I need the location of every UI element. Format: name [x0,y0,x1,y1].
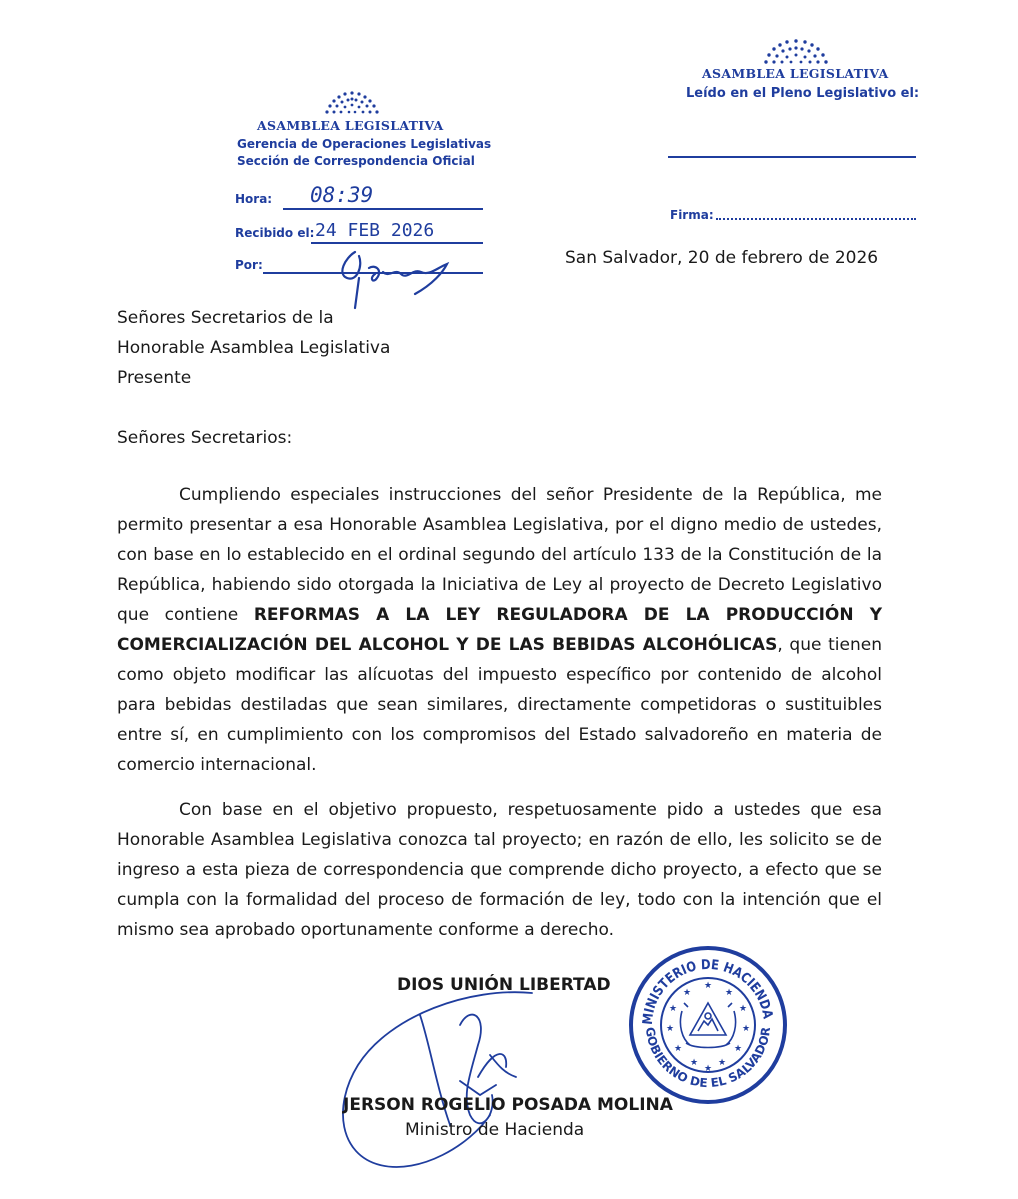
hora-label: Hora: [235,192,273,206]
p1-bill-title: REFORMAS A LA LEY REGULADORA DE LA PRODUCCIÓN Y COMERCIALIZACIÓN DEL ALCOHOL Y DE LAS BEBIDAS ALCOHÓLICAS [117,605,883,655]
stamp-section: Sección de Correspondencia Oficial [237,154,475,168]
firma-line [716,218,916,220]
hora-value: 08:39 [310,183,374,207]
svg-text:★: ★ [703,981,713,991]
reading-date-line [668,156,916,158]
motto: DIOS UNIÓN LIBERTAD [397,975,611,995]
ministry-seal [628,945,788,1105]
recibido-label: Recibido el: [235,226,315,240]
paragraph-1 [117,480,882,780]
hora-line [283,208,483,210]
svg-text:★: ★ [717,1058,727,1068]
coat-of-arms-icon [680,1003,735,1048]
stamp-department: Gerencia de Operaciones Legislativas [237,137,492,151]
place-date: San Salvador, 20 de febrero de 2026 [565,248,879,268]
seal-top-text: MINISTERIO DE HACIENDA [639,956,776,1026]
assembly-dome-icon [317,80,387,116]
reception-initials-signature [325,238,475,318]
svg-text:★: ★ [673,1044,683,1054]
svg-text:★: ★ [724,988,734,998]
seal-bottom-text: GOBIERNO DE EL SALVADOR [642,1026,774,1091]
signer-name: JERSON ROGELIO POSADA MOLINA [343,1095,673,1115]
recibido-value: 24 FEB 2026 [315,220,435,241]
stamp-institution: ASAMBLEA LEGISLATIVA [702,66,889,81]
addressee-line: Señores Secretarios de la [117,308,334,328]
p1-text-end: , que tienen como objeto modificar las alícuotas del impuesto específico por contenido de alcohol para bebidas destiladas que sean similares, directamente competidoras o sustituibles entre sí, en cumplimiento con los compromisos del Estado salvadoreño en materia de comercio internacional. [117,635,882,775]
addressee-line: Honorable Asamblea Legislativa [117,338,391,358]
minister-signature [320,985,630,1175]
svg-text:★: ★ [665,1024,675,1034]
svg-text:★: ★ [682,988,692,998]
seal-stars [666,981,750,1074]
signer-title: Ministro de Hacienda [405,1120,585,1140]
addressee-line: Presente [117,368,192,388]
por-label: Por: [235,258,263,272]
paragraph-2: Con base en el objetivo propuesto, respetuosamente pido a ustedes que esa Honorable Asamblea Legislativa conozca tal proyecto; en razón de ello, les solicito se de ingreso a esta pieza de correspondencia que comprende dicho proyecto, a efecto que se cumpla con la formalidad del proceso de formación de ley, todo con la intención que el mismo sea aprobado oportunamente conforme a derecho. [117,800,882,940]
svg-text:★: ★ [738,1004,748,1014]
svg-text:★: ★ [741,1024,751,1034]
reading-stamp [668,28,923,228]
svg-text:★: ★ [733,1044,743,1054]
salutation: Señores Secretarios: [117,428,293,448]
firma-label: Firma: [670,208,714,222]
p1-text-start: Cumpliendo especiales instrucciones del señor Presidente de la República, me permito presentar a esa Honorable Asamblea Legislativa, por el digno medio de ustedes, con base en lo establecido en el ordinal segundo del artículo 133 de la Constitución de la República, habiendo sido otorgada la Iniciativa de Ley al proyecto de Decreto Legislativo que contiene [117,485,882,625]
svg-text:★: ★ [703,1064,713,1074]
stamp-subtitle: Leído en el Pleno Legislativo el: [686,86,920,101]
svg-text:★: ★ [668,1004,678,1014]
svg-text:★: ★ [689,1058,699,1068]
stamp-institution: ASAMBLEA LEGISLATIVA [257,118,444,133]
assembly-dome-icon [756,28,836,66]
